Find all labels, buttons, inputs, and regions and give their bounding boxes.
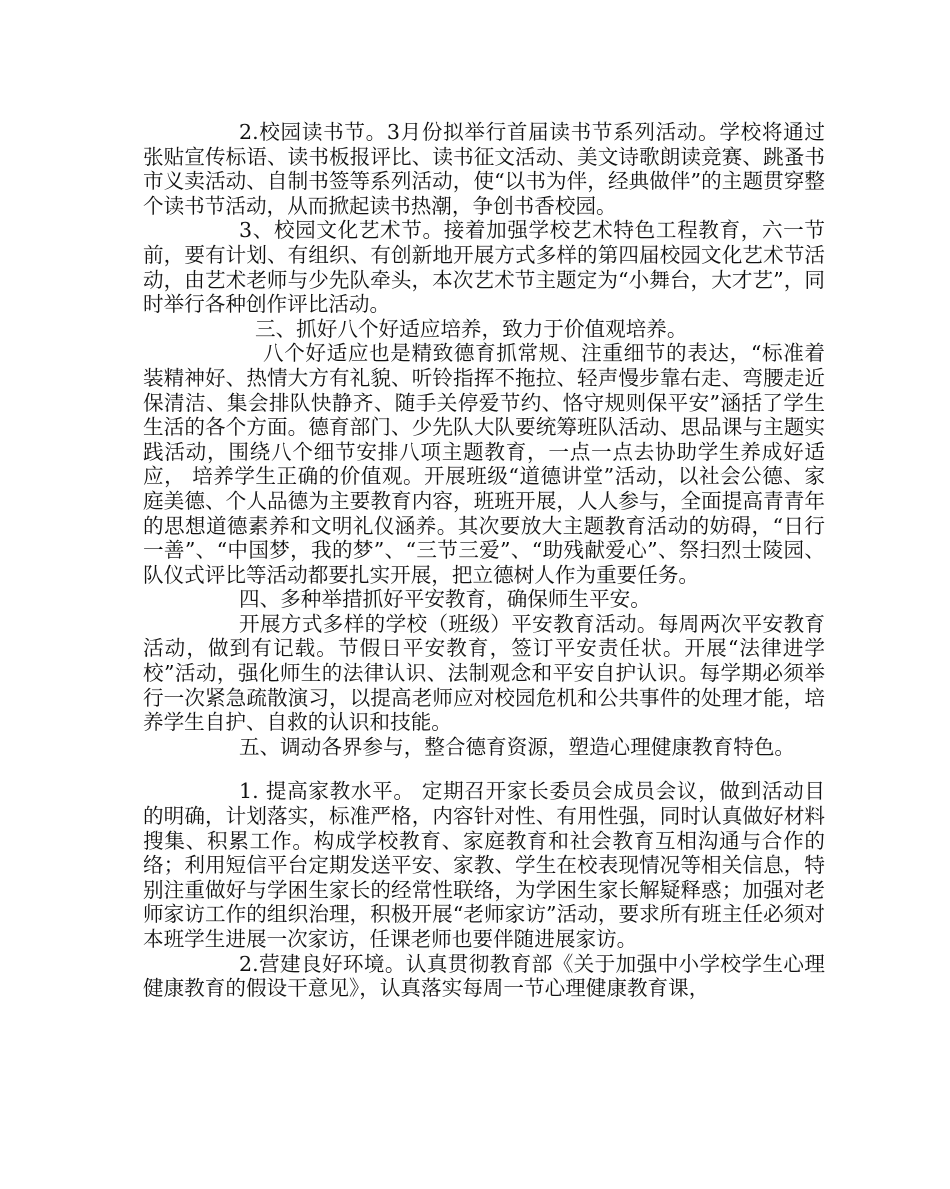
paragraph-safety: 开展方式多样的学校（班级）平安教育活动。每周两次平安教育活动，做到有记载。节假日平安教育，签订平安责任状。开展“法律进学校”活动，强化师生的法律认识、法制观念和平安自护认识。每学期必须举行一次紧急疏散演习，以提高老师应对校园危机和公共事件的处理才能，培养学生自护、自救的认识和技能。 [143, 611, 825, 735]
paragraph-arts-festival: 3、校园文化艺术节。接着加强学校艺术特色工程教育，六一节前，要有计划、有组织、有创新地开展方式多样的第四届校园文化艺术节活动，由艺术老师与少先队牵头，本次艺术节主题定为“小舞台，大才艺”，同时举行各种创作评比活动。 [143, 218, 825, 317]
blank-line [143, 759, 825, 779]
paragraph-environment: 2.营建良好环境。认真贯彻教育部《关于加强中小学校学生心理健康教育的假设干意见》，认真落实每周一节心理健康教育课， [143, 951, 825, 1001]
paragraph-habits: 八个好适应也是精致德育抓常规、注重细节的表达，“标准着装精神好、热情大方有礼貌、听铃指挥不拖拉、轻声慢步靠右走、弯腰走近保清洁、集会排队快静齐、随手关停爱节约、恪守规则保平安”涵括了学生生活的各个方面。德育部门、少先队大队要统筹班队活动、思品课与主题实践活动，围绕八个细节安排八项主题教育，一点一点去协助学生养成好适应， 培养学生正确的价值观。开展班级“道德讲堂”活动，以社会公德、家庭美德、个人品德为主要教育内容，班班开展，人人参与，全面提高青青年的思想道德素养和文明礼仪涵养。其次要放大主题教育活动的妨碍，“日行一善”、“中国梦，我的梦”、“三节三爱”、“助残献爱心”、祭扫烈士陵园、队仪式评比等活动都要扎实开展，把立德树人作为重要任务。 [143, 341, 825, 587]
paragraph-reading-festival: 2.校园读书节。3月份拟举行首届读书节系列活动。学校将通过张贴宣传标语、读书板报评比、读书征文活动、美文诗歌朗读竞赛、跳蚤书市义卖活动、自制书签等系列活动，使“以书为伴，经典做伴”的主题贯穿整个读书节活动，从而掀起读书热潮，争创书香校园。 [143, 120, 825, 218]
section-heading-four: 四、多种举措抓好平安教育，确保师生平安。 [239, 587, 651, 612]
paragraph-family-education: 1. 提高家教水平。 定期召开家长委员会成员会议，做到活动目的明确，计划落实，标准严格，内容针对性、有用性强，同时认真做好材料搜集、积累工作。构成学校教育、家庭教育和社会教育互相沟通与合作的络；利用短信平台定期发送平安、家教、学生在校表现情况等相关信息，特别注重做好与学困生家长的经常性联络，为学困生家长解疑释惑；加强对老师家访工作的组织治理，积极开展“老师家访”活动，要求所有班主任必须对本班学生进展一次家访，任课老师也要伴随进展家访。 [143, 779, 825, 951]
document-page [143, 120, 825, 1001]
section-heading-five: 五、调动各界参与，整合德育资源，塑造心理健康教育特色。 [239, 734, 796, 759]
section-heading-three: 三、抓好八个好适应培养，致力于价值观培养。 [255, 316, 688, 341]
